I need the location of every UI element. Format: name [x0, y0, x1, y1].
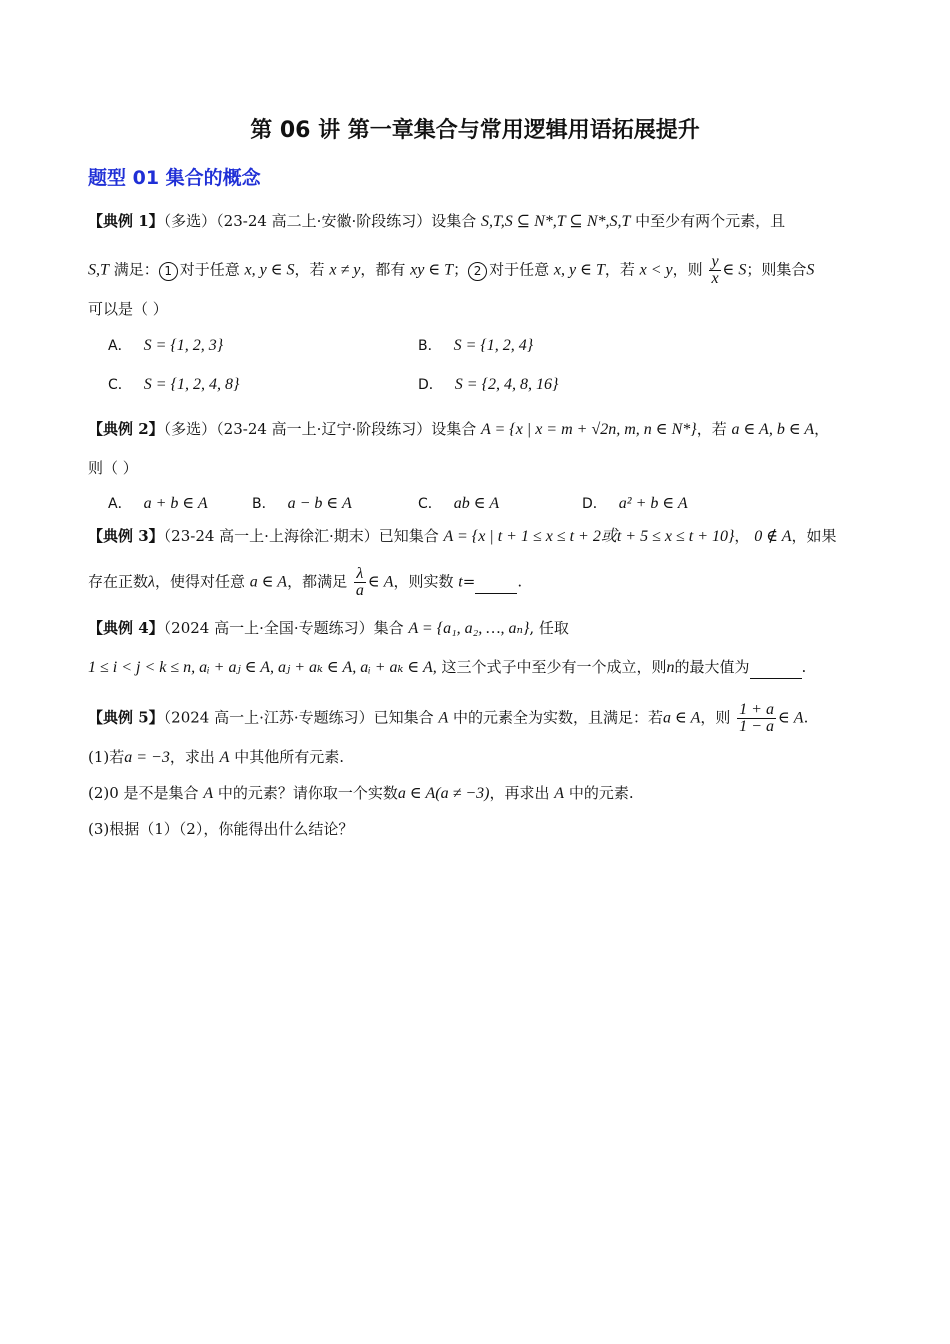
- math: S,T,S ⊆ N*,T ⊆ N*,S,T: [481, 213, 631, 230]
- option-label: A．: [108, 338, 132, 354]
- example-5-line-1: [88, 702, 808, 735]
- example-5-question-1: [88, 746, 344, 769]
- option-label: D．: [418, 377, 443, 393]
- example-2-line-2: 则（ ）: [88, 459, 138, 477]
- option-text: a − b ∈ A: [287, 495, 352, 512]
- fraction-1-plus-a-over-1-minus-a: [737, 702, 776, 735]
- option-text: a + b ∈ A: [143, 495, 208, 512]
- text: 对于任意: [179, 260, 240, 279]
- math: S,T: [88, 261, 109, 279]
- text: 中至少有两个元素，且: [635, 212, 786, 230]
- example-1-line-2: [88, 254, 814, 287]
- text: ，再求出: [489, 784, 550, 802]
- denominator: x: [711, 270, 719, 287]
- math: x, y ∈ S: [244, 261, 295, 279]
- text: （多选）（23-24 高一上·辽宁·阶段练习）设集合: [163, 420, 477, 438]
- math: n: [666, 659, 675, 676]
- text: =: [462, 572, 476, 591]
- example-1-option-a: [108, 334, 223, 357]
- option-label: B．: [418, 338, 442, 354]
- option-label: D．: [582, 496, 607, 512]
- math: x ≠ y: [329, 261, 361, 279]
- text: .: [801, 658, 807, 676]
- text: ，若: [696, 420, 727, 438]
- example-5-question-2: [88, 782, 634, 805]
- example-5-question-3: (3)根据（1）（2），你能得出什么结论？: [88, 820, 354, 838]
- text: （23-24 高一上·上海徐汇·期末）已知集合: [163, 527, 439, 545]
- text: ，都满足: [287, 572, 348, 591]
- math: 0 ∉ A: [754, 528, 792, 545]
- text: ，如果: [791, 527, 837, 545]
- math: A = {a₁, a₂, …, aₙ}: [408, 620, 530, 637]
- example-2-label: 【典例 2】: [88, 420, 164, 438]
- text: （2024 高一上·全国·专题练习）集合: [163, 619, 404, 637]
- example-2-option-b: [252, 492, 352, 515]
- example-3-line-1: [88, 525, 837, 548]
- option-text: a² + b ∈ A: [618, 495, 688, 512]
- text: （2024 高一上·江苏·专题练习）已知集合: [163, 708, 434, 727]
- example-2-line-1: [88, 418, 829, 441]
- math: x < y: [639, 261, 673, 279]
- text: ，: [814, 420, 830, 438]
- denominator: a: [355, 582, 364, 599]
- math: a ∈ A(a ≠ −3): [397, 785, 490, 802]
- text: ；: [453, 260, 469, 279]
- text: ，若: [604, 260, 635, 279]
- example-2-option-a: [108, 492, 208, 515]
- text: ，使得对任意: [154, 572, 245, 591]
- example-1-option-c: [108, 373, 239, 396]
- text: 的最大值为: [674, 658, 750, 676]
- text: ，则: [672, 260, 703, 279]
- text: 这三个式子中至少有一个成立，则: [441, 658, 667, 676]
- option-label: C．: [418, 496, 442, 512]
- option-label: A．: [108, 496, 132, 512]
- math: ∈ A: [777, 709, 804, 727]
- text: ，则实数: [393, 572, 454, 591]
- numerator: 1 + a: [739, 701, 774, 718]
- example-1-option-d: [418, 373, 558, 396]
- text: 中的元素.: [568, 784, 634, 802]
- circled-number-1: 1: [159, 262, 178, 281]
- section-heading: 题型 01 集合的概念: [88, 167, 261, 189]
- math: a ∈ A: [663, 709, 701, 727]
- fraction-y-over-x: [709, 254, 720, 287]
- text: 中其他所有元素.: [234, 748, 344, 766]
- math: t: [458, 573, 463, 591]
- math: A: [219, 749, 230, 766]
- math: A: [438, 709, 449, 727]
- math: A: [554, 785, 565, 802]
- example-4-label: 【典例 4】: [88, 619, 164, 637]
- fraction-lambda-over-a: [354, 566, 366, 599]
- text: .: [517, 572, 523, 591]
- math: a ∈ A: [249, 573, 288, 591]
- text: ，都有: [360, 260, 406, 279]
- text: 存在正数: [88, 572, 149, 591]
- option-text: S = {1, 2, 3}: [143, 337, 224, 354]
- text: （多选）（23-24 高二上·安徽·阶段练习）设集合: [163, 212, 477, 230]
- text: 满足：: [113, 260, 159, 279]
- text: 中的元素全为实数，且满足：若: [453, 708, 664, 727]
- text: ；则集合: [746, 260, 807, 279]
- option-text: S = {1, 2, 4, 8}: [143, 376, 240, 393]
- example-4-line-2: [88, 656, 806, 679]
- text: , 任取: [529, 619, 569, 637]
- option-text: S = {2, 4, 8, 16}: [454, 376, 559, 393]
- page-title: 第 06 讲 第一章集合与常用逻辑用语拓展提升: [250, 118, 700, 143]
- text: ，若: [294, 260, 325, 279]
- option-label: C．: [108, 377, 132, 393]
- math: a ∈ A, b ∈ A: [731, 421, 815, 438]
- text: 对于任意: [489, 260, 550, 279]
- text: .: [803, 708, 809, 727]
- answer-blank[interactable]: [750, 656, 802, 679]
- text: (2)0 是不是集合: [88, 784, 199, 802]
- text: ，则: [700, 708, 731, 727]
- circled-number-2: 2: [468, 262, 487, 281]
- example-4-line-1: [88, 617, 569, 640]
- option-label: B．: [252, 496, 276, 512]
- numerator: λ: [354, 566, 366, 583]
- math: S: [806, 261, 815, 279]
- text: ，求出: [169, 748, 215, 766]
- example-3-label: 【典例 3】: [88, 527, 164, 545]
- math: A = {x | x = m + √2n, m, n ∈ N*}: [481, 421, 697, 438]
- math: A = {x | t + 1 ≤ x ≤ t + 2或t + 5 ≤ x ≤ t + 10}: [443, 528, 735, 545]
- math: 1 ≤ i < j < k ≤ n, aᵢ + aⱼ ∈ A, aⱼ + aₖ ∈ A, aᵢ + aₖ ∈ A,: [88, 659, 437, 676]
- math: λ: [148, 573, 155, 591]
- example-1-label: 【典例 1】: [88, 212, 164, 230]
- text: 中的元素？请你取一个实数: [217, 784, 398, 802]
- math: ∈ A: [367, 573, 394, 591]
- example-5-label: 【典例 5】: [88, 708, 164, 727]
- example-1-option-b: [418, 334, 533, 357]
- denominator: 1 − a: [739, 718, 774, 735]
- example-1-line-3: 可以是（ ）: [88, 300, 168, 318]
- math: xy ∈ T: [410, 261, 454, 279]
- math: x, y ∈ T: [553, 261, 605, 279]
- text: (1)若: [88, 748, 125, 766]
- math: a = −3: [124, 749, 170, 766]
- example-3-line-2: [88, 566, 522, 599]
- option-text: ab ∈ A: [453, 495, 500, 512]
- text: ，: [734, 527, 750, 545]
- numerator: y: [711, 253, 719, 270]
- math: A: [203, 785, 214, 802]
- option-text: S = {1, 2, 4}: [453, 337, 534, 354]
- math: ∈ S: [722, 261, 747, 279]
- example-2-option-c: [418, 492, 499, 515]
- example-1-line-1: [88, 210, 785, 233]
- answer-blank[interactable]: [475, 571, 517, 594]
- example-2-option-d: [582, 492, 688, 515]
